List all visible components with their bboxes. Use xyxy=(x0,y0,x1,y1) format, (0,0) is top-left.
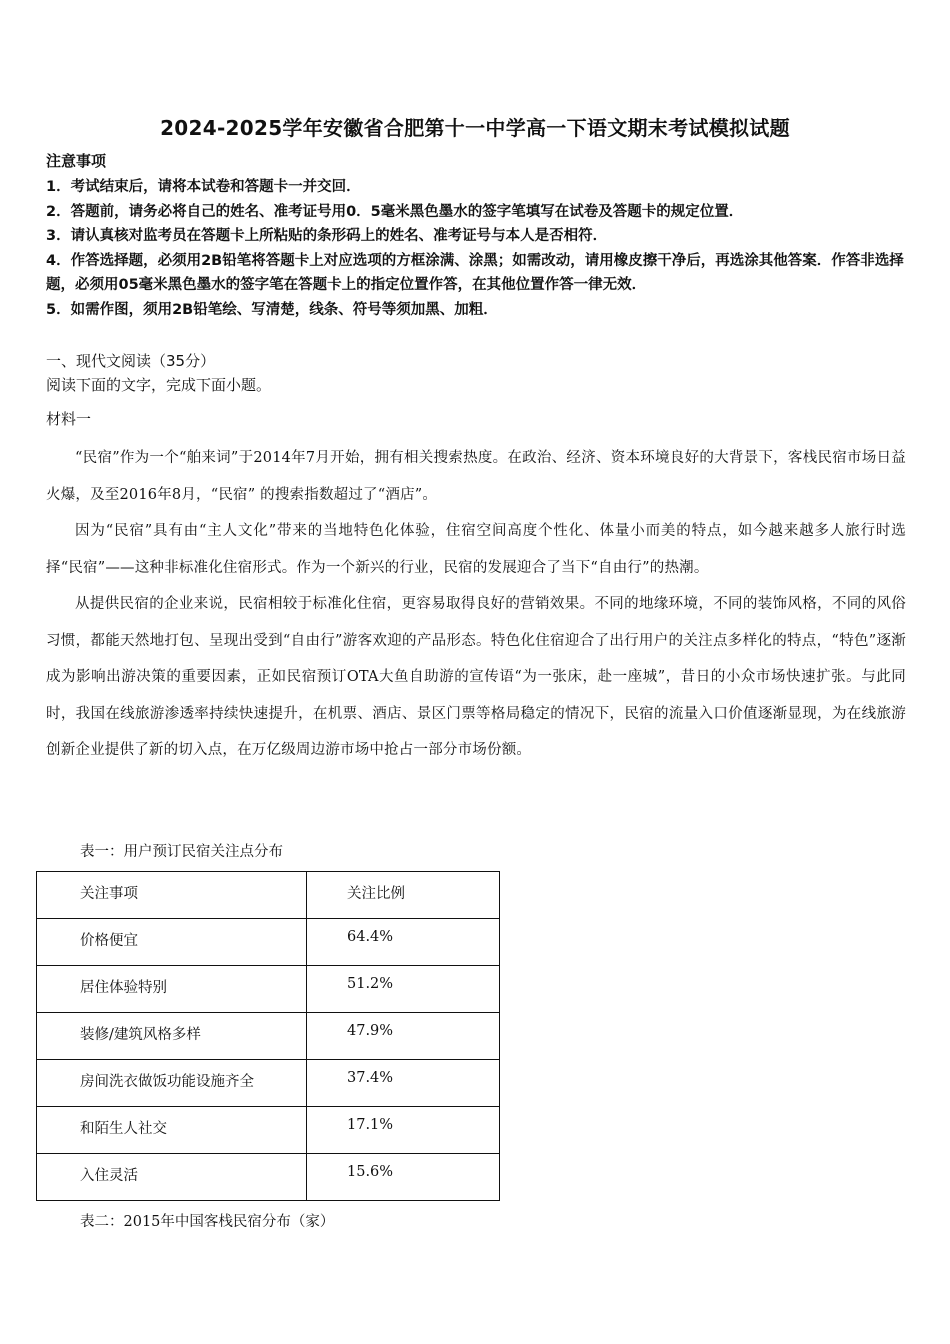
paragraph: 从提供民宿的企业来说，民宿相较于标准化住宿，更容易取得良好的营销效果。不同的地缘环境，不同的装饰风格，不同的风俗习惯，都能天然地打包、呈现出受到“自由行”游客欢迎的产品形态。特色化住宿迎合了出行用户的关注点多样化的特点，“特色”逐渐成为影响出游决策的重要因素，正如民宿预订OTA大鱼自助游的宣传语“为一张床，赴一座城”，昔日的小众市场快速扩张。与此同时，我国在线旅游渗透率持续快速提升，在机票、酒店、景区门票等格局稳定的情况下，民宿的流量入口价值逐渐显现，为在线旅游创新企业提供了新的切入点，在万亿级周边游市场中抢占一部分市场份额。 xyxy=(46,596,906,758)
table-cell: 37.4% xyxy=(307,1060,500,1107)
table-row xyxy=(37,1107,500,1154)
table-cell: 17.1% xyxy=(307,1107,500,1154)
table-cell: 47.9% xyxy=(307,1013,500,1060)
material-text xyxy=(46,440,906,769)
table-row xyxy=(37,1013,500,1060)
table-cell: 和陌生人社交 xyxy=(37,1107,307,1154)
paragraph: “民宿”作为一个“舶来词”于2014年7月开始，拥有相关搜索热度。在政治、经济、资本环境良好的大背景下，客栈民宿市场日益火爆，及至2016年8月，“民宿” 的搜索指数超过了“酒店”。 xyxy=(46,450,906,503)
table-cell: 房间洗衣做饭功能设施齐全 xyxy=(37,1060,307,1107)
material-label: 材料一 xyxy=(46,410,92,428)
note-item: 2．答题前，请务必将自己的姓名、准考证号用0．5毫米黑色墨水的签字笔填写在试卷及答题卡的规定位置． xyxy=(46,203,744,220)
table-cell: 64.4% xyxy=(307,919,500,966)
table-row xyxy=(37,1060,500,1107)
table-cell: 入住灵活 xyxy=(37,1154,307,1201)
page-title: 2024-2025学年安徽省合肥第十一中学高一下语文期末考试模拟试题 xyxy=(160,116,790,140)
table-row xyxy=(37,1154,500,1201)
table-cell: 装修/建筑风格多样 xyxy=(37,1013,307,1060)
section-instruction: 阅读下面的文字，完成下面小题。 xyxy=(46,376,272,394)
notes-list xyxy=(46,175,906,322)
table1 xyxy=(36,871,500,1201)
note-item: 1．考试结束后，请将本试卷和答题卡一并交回． xyxy=(46,179,361,195)
table-cell: 价格便宜 xyxy=(37,919,307,966)
table1-caption: 表一：用户预订民宿关注点分布 xyxy=(80,844,283,860)
table-cell: 51.2% xyxy=(307,966,500,1013)
note-item: 3．请认真核对监考员在答题卡上所粘贴的条形码上的姓名、准考证号与本人是否相符． xyxy=(46,228,608,244)
table-header-cell: 关注事项 xyxy=(37,872,307,919)
table-header-row xyxy=(37,872,500,919)
table-row xyxy=(37,966,500,1013)
note-item: 4．作答选择题，必须用2B铅笔将答题卡上对应选项的方框涂满、涂黑；如需改动，请用橡皮擦干净后，再选涂其他答案．作答非选择题，必须用05毫米黑色墨水的签字笔在答题卡上的指定位置作答，在其他位置作答一律无效． xyxy=(46,252,904,293)
table2-caption: 表二：2015年中国客栈民宿分布（家） xyxy=(80,1214,335,1230)
section-heading: 一、现代文阅读（35分） xyxy=(46,352,216,370)
paragraph: 因为“民宿”具有由“主人文化”带来的当地特色化体验，住宿空间高度个性化、体量小而美的特点，如今越来越多人旅行时选择“民宿”——这种非标准化住宿形式。作为一个新兴的行业，民宿的发展迎合了当下“自由行”的热潮。 xyxy=(46,523,906,576)
note-item: 5．如需作图，须用2B铅笔绘、写清楚，线条、符号等须加黑、加粗． xyxy=(46,301,498,318)
table-header-cell: 关注比例 xyxy=(307,872,500,919)
table-cell: 15.6% xyxy=(307,1154,500,1201)
table-cell: 居住体验特别 xyxy=(37,966,307,1013)
table-row xyxy=(37,919,500,966)
notes-heading: 注意事项 xyxy=(46,152,107,170)
